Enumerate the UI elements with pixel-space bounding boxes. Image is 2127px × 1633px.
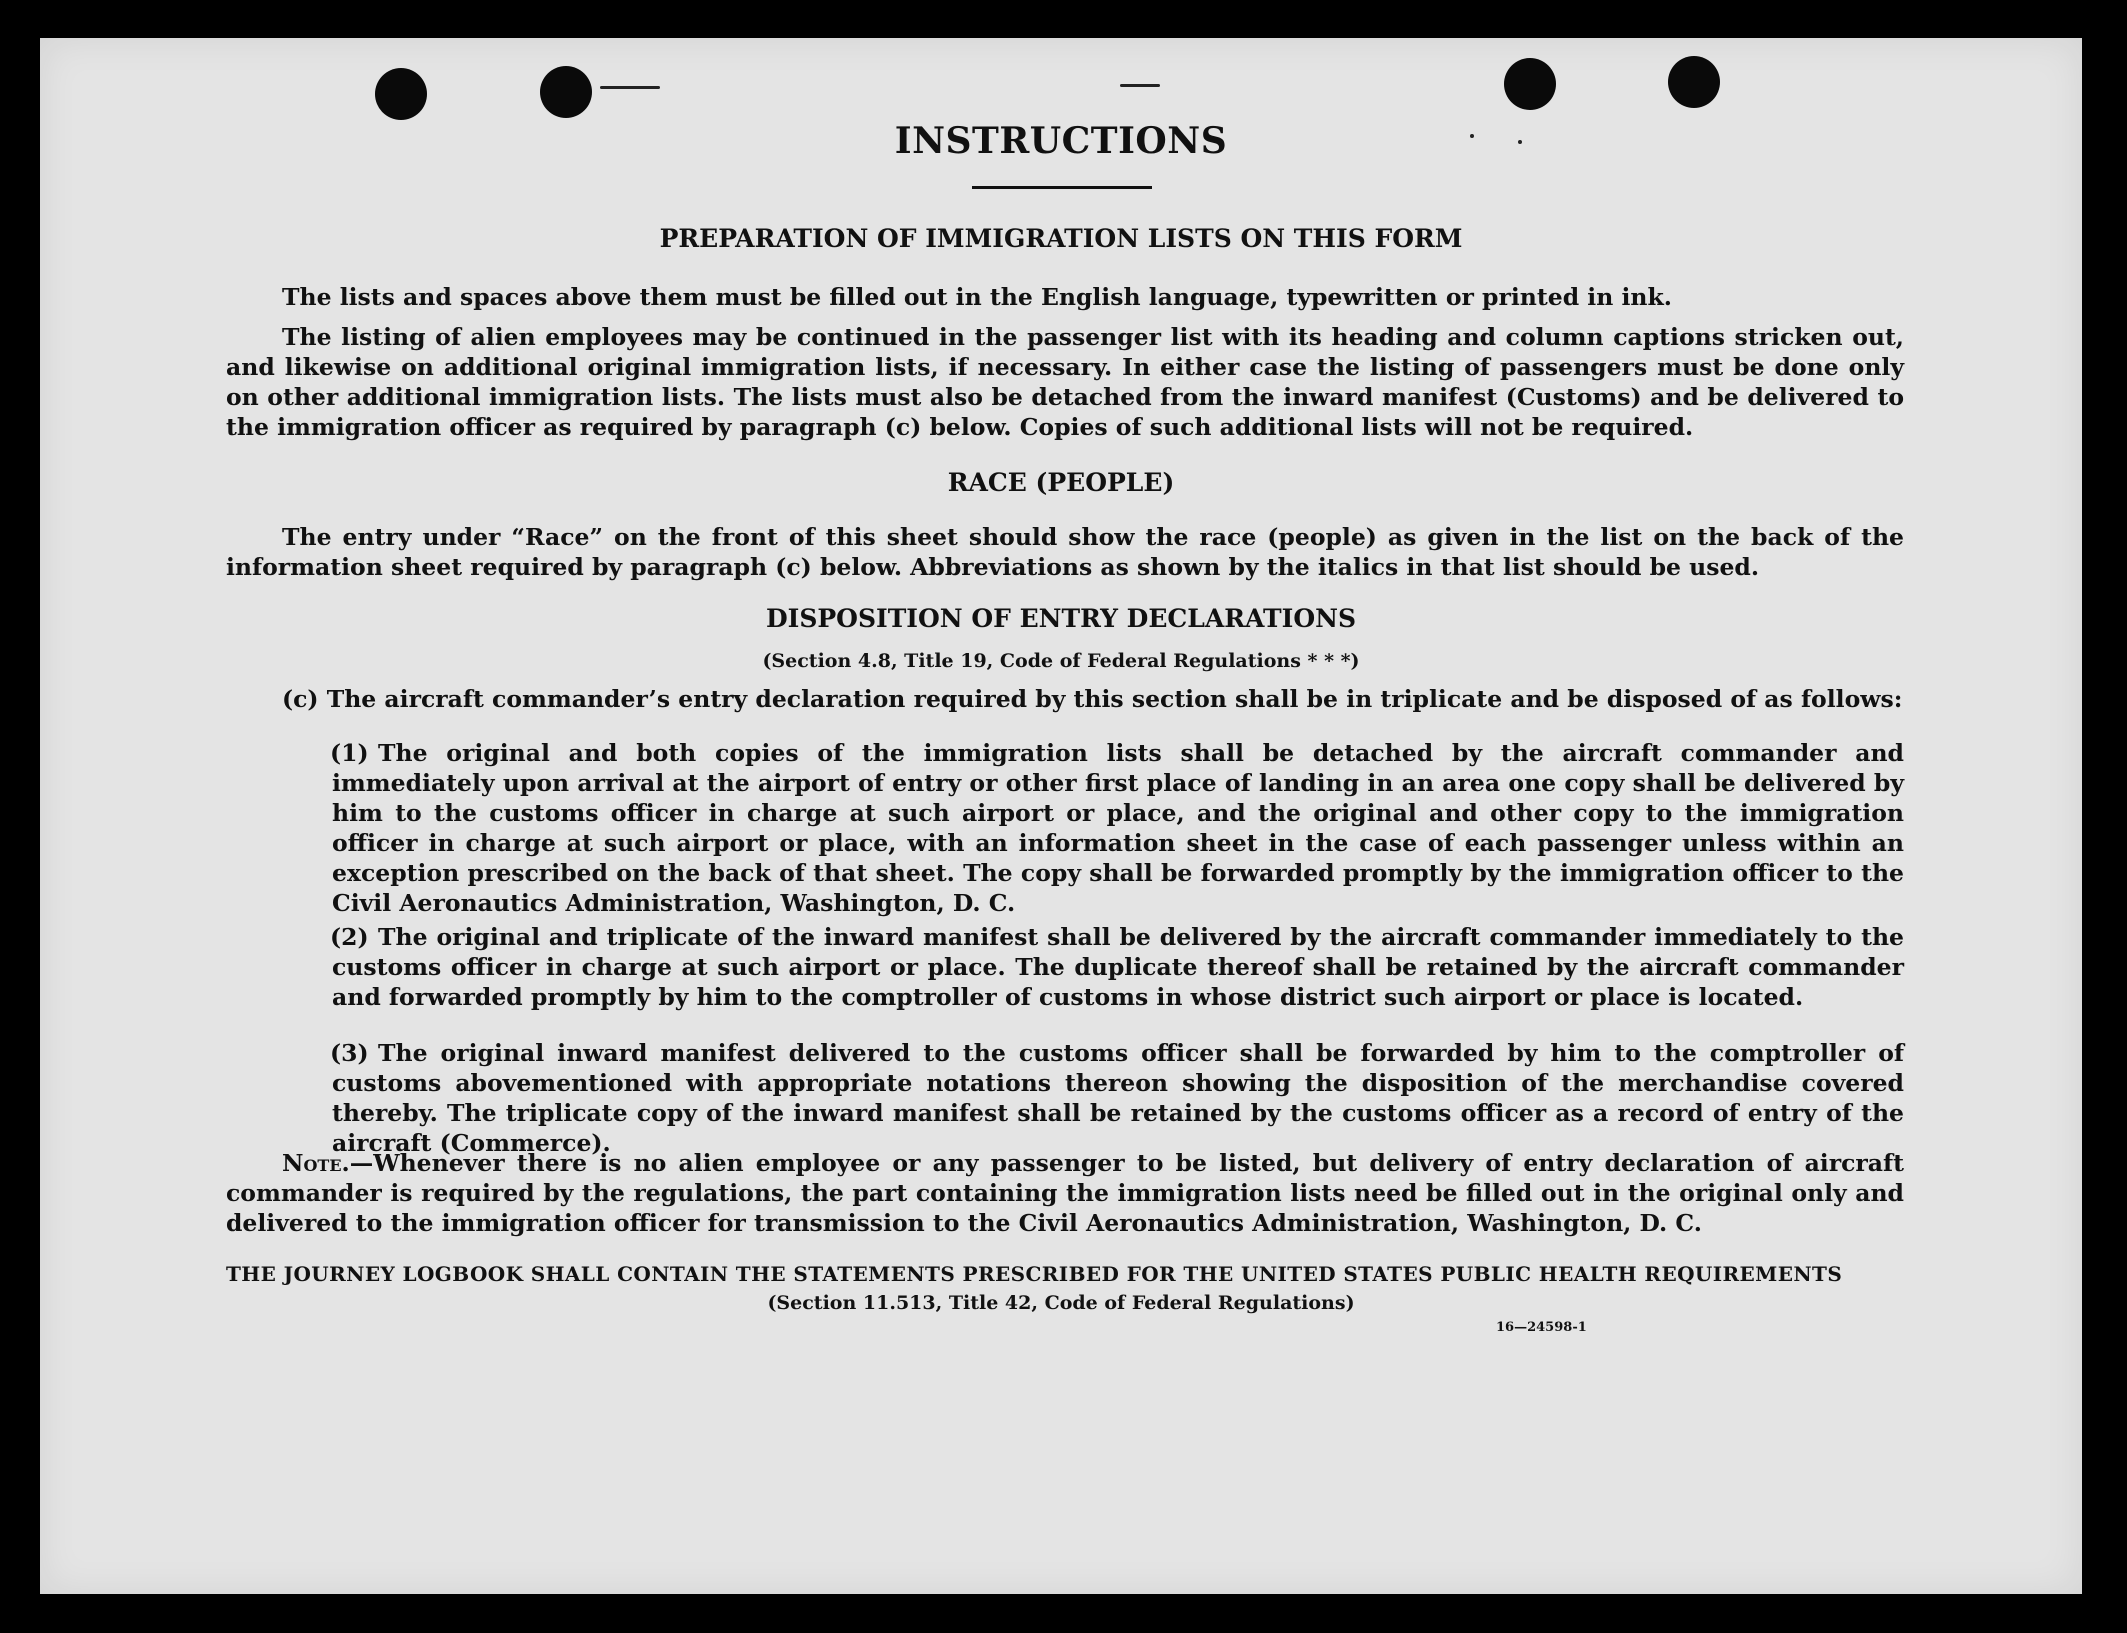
form-number: 16—24598-1 bbox=[1496, 1320, 1587, 1335]
punch-hole bbox=[375, 68, 427, 120]
document-page bbox=[40, 38, 2082, 1594]
item-text: The original and triplicate of the inward manifest shall be delivered by the aircraft commander immediately to the customs officer in charge at such airport or place. The duplicate thereof shall be retained by the aircraft commander and forwarded promptly by him to the comptroller of customs in whose district such airport or place is located. bbox=[332, 923, 1904, 1011]
item-text: The original inward manifest delivered to the customs officer shall be forwarded by him to the comptroller of customs abovementioned with appropriate notations thereon showing the disposition of the merchandise covered thereby. The triplicate copy of the inward manifest shall be retained by the customs officer as a record of entry of the aircraft (Commerce). bbox=[332, 1039, 1904, 1157]
note-paragraph bbox=[226, 1148, 1904, 1238]
heading-preparation: PREPARATION OF IMMIGRATION LISTS ON THIS FORM bbox=[659, 224, 1463, 253]
paragraph-intro-c: (c) The aircraft commander’s entry declaration required by this section shall be in triplicate and be disposed of as follows: bbox=[282, 685, 1903, 713]
speck bbox=[600, 86, 660, 89]
footer-citation: (Section 11.513, Title 42, Code of Federal Regulations) bbox=[767, 1292, 1355, 1314]
page-title: INSTRUCTIONS bbox=[894, 120, 1228, 162]
item-number: (1) bbox=[330, 739, 369, 767]
punch-hole bbox=[1668, 56, 1720, 108]
footer-requirements: THE JOURNEY LOGBOOK SHALL CONTAIN THE STATEMENTS PRESCRIBED FOR THE UNITED STATES PUBLIC HEALTH REQUIREMENTS bbox=[226, 1262, 1843, 1286]
list-item bbox=[332, 738, 1904, 918]
punch-hole bbox=[540, 66, 592, 118]
heading-race: RACE (PEOPLE) bbox=[947, 468, 1175, 497]
speck bbox=[1120, 84, 1160, 87]
item-number: (3) bbox=[330, 1039, 369, 1067]
subheading-citation: (Section 4.8, Title 19, Code of Federal Regulations * * *) bbox=[762, 650, 1360, 672]
paragraph-language: The lists and spaces above them must be filled out in the English language, typewritten or printed in ink. bbox=[282, 283, 1672, 311]
item-number: (2) bbox=[330, 923, 369, 951]
list-item bbox=[332, 1038, 1904, 1158]
heading-disposition: DISPOSITION OF ENTRY DECLARATIONS bbox=[765, 604, 1357, 633]
list-item bbox=[332, 922, 1904, 1012]
note-text: —Whenever there is no alien employee or any passenger to be listed, but delivery of entry declaration of aircraft commander is required by the regulations, the part containing the immigration lists need be filled out in the original only and delivered to the immigration officer for transmission to the Civil Aeronautics Administration, Washington, D. C. bbox=[226, 1149, 1904, 1237]
paragraph-race: The entry under “Race” on the front of this sheet should show the race (people) as given in the list on the back of the information sheet required by paragraph (c) below. Abbreviations as shown by the italics in that list should be used. bbox=[226, 523, 1904, 581]
note-label: Note. bbox=[282, 1149, 350, 1177]
punch-hole bbox=[1504, 58, 1556, 110]
title-underline bbox=[972, 186, 1152, 189]
item-text: The original and both copies of the immigration lists shall be detached by the aircraft commander and immediately upon arrival at the airport of entry or other first place of landing in an area one copy shall be delivered by him to the customs officer in charge at such airport or place, and the original and other copy to the immigration officer in charge at such airport or place, with an information sheet in the case of each passenger unless within an exception prescribed on the back of that sheet. The copy shall be forwarded promptly by the immigration officer to the Civil Aeronautics Administration, Washington, D. C. bbox=[332, 739, 1904, 917]
paragraph-alien-employees: The listing of alien employees may be continued in the passenger list with its heading and column captions stricken out, and likewise on additional original immigration lists, if necessary. In either case the listing of passengers must be done only on other additional immigration lists. The lists must also be detached from the inward manifest (Customs) and be delivered to the immigration officer as required by paragraph (c) below. Copies of such additional lists will not be required. bbox=[226, 323, 1904, 441]
